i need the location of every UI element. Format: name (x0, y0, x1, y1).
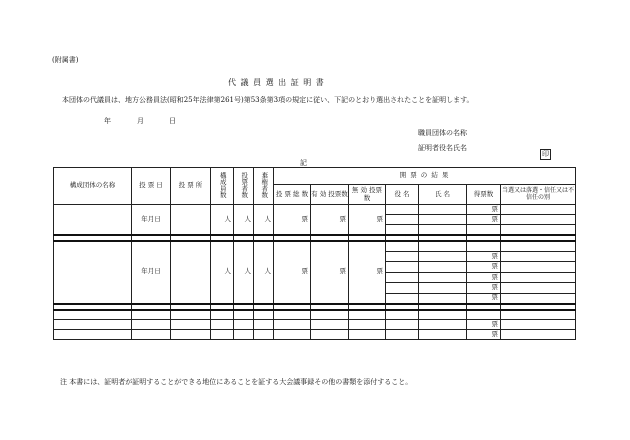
col-vote-date: 投 票 日 (132, 168, 171, 205)
invalid-votes-cell: 票 (349, 205, 386, 235)
ki-label: 記 (300, 159, 307, 167)
certifier-label: 証明者役名氏名 (418, 144, 467, 152)
election-table (53, 167, 576, 340)
col-status: 当選又は落選・信任又は不信任の別 (501, 185, 576, 205)
abstain-cell: 人 (254, 205, 274, 235)
col-members: 構成員数 (218, 171, 227, 198)
table-row (54, 320, 576, 330)
votes-got-cell: 票 (467, 262, 501, 273)
date-year: 年 (104, 117, 111, 125)
col-result-group: 開 票 の 結 果 (274, 168, 576, 185)
col-name: 氏 名 (419, 185, 467, 205)
valid-votes-cell: 票 (311, 241, 349, 304)
col-abstain: 棄権者数 (260, 171, 269, 198)
seal-icon: 印 (542, 150, 549, 158)
statement-text: 本団体の代議員は、地方公務員法(昭和25年法律第261号)第53条第3項の規定に従い、下記のとおり選出されたことを証明します。 (62, 96, 474, 104)
votes-got-cell: 票 (467, 330, 501, 340)
seal-mark (540, 141, 551, 160)
votes-got-cell: 票 (467, 205, 501, 215)
votes-got-cell: 票 (467, 293, 501, 304)
col-invalid-votes: 無 効 投票数 (349, 185, 386, 205)
document-title: 代 議 員 選 出 証 明 書 (228, 78, 325, 87)
col-total-votes: 投 票 総 数 (274, 185, 311, 205)
date-day: 日 (169, 117, 176, 125)
table-row (54, 310, 576, 320)
table-row (54, 241, 576, 252)
vote-date-cell: 年月日 (132, 241, 171, 304)
votes-got-cell: 票 (467, 251, 501, 262)
vote-date-cell: 年月日 (132, 205, 171, 235)
abstain-cell: 人 (254, 241, 274, 304)
col-org-name: 構成団体の名称 (54, 168, 132, 205)
votes-got-cell: 票 (467, 272, 501, 283)
col-vote-place: 投 票 所 (171, 168, 211, 205)
votes-got-cell: 票 (467, 283, 501, 294)
voters-cell: 人 (234, 241, 254, 304)
attachment-label: (附属書) (52, 56, 79, 64)
table-row (54, 205, 576, 215)
footer-note: 注 本書には、証明者が証明することができる地位にあることを証する大会議事録その他の書類を添付すること。 (60, 378, 413, 386)
voters-cell: 人 (234, 205, 254, 235)
header-row-1 (54, 168, 576, 185)
votes-got-cell: 票 (467, 320, 501, 330)
org-name-label: 職員団体の名称 (418, 129, 467, 137)
members-cell: 人 (211, 241, 234, 304)
total-votes-cell: 票 (274, 205, 311, 235)
col-post: 役 名 (386, 185, 419, 205)
valid-votes-cell: 票 (311, 205, 349, 235)
table-row (54, 330, 576, 340)
col-voters: 投票者数 (240, 171, 249, 198)
date-month: 月 (137, 117, 144, 125)
votes-got-cell: 票 (467, 215, 501, 225)
col-valid-votes: 有 効 投票数 (311, 185, 349, 205)
members-cell: 人 (211, 205, 234, 235)
invalid-votes-cell: 票 (349, 241, 386, 304)
total-votes-cell: 票 (274, 241, 311, 304)
col-votes-got: 得票数 (467, 185, 501, 205)
